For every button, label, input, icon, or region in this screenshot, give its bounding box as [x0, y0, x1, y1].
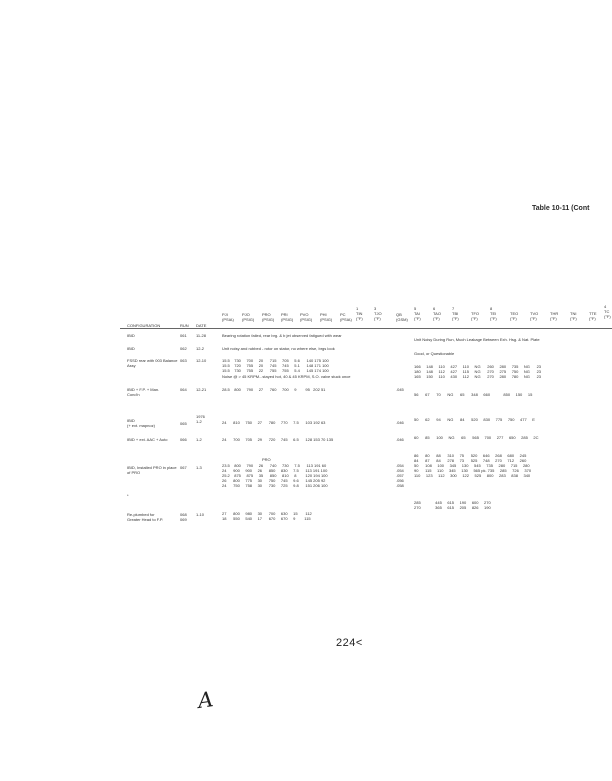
row-067-right-values: 86 80 88 310 75 520 646 268 680 245 84 87 84 278 73 525 748 270 712 260 50 108 100 345 130 545 735 280 715 280 90 115 110 345 130 565 pk. 735 285 726 370 110 123 112 300 122 525 800 283 838 340: [414, 453, 532, 478]
col-header-pri: PRI (PSIG): [281, 312, 294, 322]
row-067-qb: .054 .054 .057 .056 .058: [396, 463, 404, 488]
row-063-aside: Unit Noisy During Run, Much Leakage Between Exh. Hsg. & Nat. Plate: [414, 337, 540, 342]
row-065-qb: .046: [396, 420, 404, 425]
col-header-tfo: TFO (°F): [471, 311, 479, 321]
row-063-values: 15.5 730 700 20 715 705 5.6 140 175 100 15.5 720 755 20 745 745 5.1 148 171 100 15.5 730 755 22 755 755 5.4 145 174 100: [222, 358, 329, 373]
col-header-tai: 5 TAI (°F): [414, 306, 421, 321]
star-mark: *: [127, 493, 129, 498]
col-header-tei: 8 TEI (°F): [490, 306, 497, 321]
row-061-date: 11-28: [196, 333, 206, 338]
col-header-tao: 6 TAO (°F): [433, 306, 441, 321]
col-header-date: DATE: [196, 323, 207, 328]
row-067-config: IBID, Installed PRO in place of PRO: [127, 465, 177, 475]
header-rule: [120, 328, 612, 329]
row-065-config: IBID (+ ext. mapnoz): [127, 418, 155, 428]
col-header-run: RUN: [180, 323, 189, 328]
col-header-tbi: 7 TBI (°F): [452, 306, 459, 321]
row-063-aside2: Good, or Questionable: [414, 351, 455, 356]
col-header-pro: PRO (PSIG): [262, 312, 275, 322]
row-066-right-values: 60 85 100 NG 65 565 700 277 650 285 2C: [414, 435, 539, 440]
col-header-tc: 4 TC (°F): [604, 304, 611, 319]
table-title: Table 10-11 (Cont: [532, 205, 590, 212]
col-header-tjo: 3 TJO (°F): [374, 306, 382, 321]
col-header-configuration: CONFIGURATION: [127, 323, 161, 328]
row-067-values: 23.5 800 790 26 740 730 7.5 113 191 60 24 900 900 26 850 830 7.5 113 191 100 25.2 875 875 35 850 810 8 120 194 100 26 800 775 30 750 745 9.6 145 205 92 24 750 758 30 730 725 9.8 151 206 100: [222, 463, 328, 488]
row-066-values: 24 700 705 29 720 745 6.5 128 153 70 135: [222, 437, 334, 442]
col-header-pc: PC (PSIA): [340, 312, 352, 322]
row-061-note: Bearing rotation failed, rear brg. & b jet observed fatigued with wear: [222, 333, 342, 338]
row-063-date: 12-10: [196, 358, 207, 363]
handwritten-mark: A: [196, 687, 215, 713]
col-header-tin: 1 TIN (°F): [356, 306, 363, 321]
row-064-qb: .045: [396, 387, 404, 392]
row-067-run: 067: [180, 465, 187, 470]
row-062-date: 12-2: [196, 346, 205, 351]
row-065-date: 1976 1-2: [196, 414, 205, 424]
row-064-config: IBID + F.P. + Man. Cond'n: [127, 387, 160, 397]
row-068-config: Re-plumbed for Greater Head to F.P.: [127, 512, 164, 522]
row-066-date: 1-2: [196, 437, 202, 442]
row-064-date: 12-21: [196, 387, 207, 392]
row-068-date: 1-10: [196, 512, 205, 517]
row-068-run: 068 069: [180, 512, 187, 522]
col-header-tte: TTE (°F): [589, 311, 597, 321]
row-064-right-values: 56 67 70 NG 65 348 660 850 150 15: [414, 392, 533, 397]
row-063-right-values: 166 148 110 427 110 NG 260 280 735 NG 23 180 148 112 427 115 NG 270 275 750 NG 23 165 150 110 430 112 NG 270 280 780 NG 23: [414, 364, 542, 379]
col-header-tvo: TVO (°F): [530, 311, 539, 321]
row-066-qb: .046: [396, 437, 404, 442]
row-063-run: 063: [180, 358, 187, 363]
row-068-values: 27 800 980 30 700 630 15 112 18 550 540 17 670 670 9 115: [222, 511, 312, 521]
col-header-pjo: PJO (PSIG): [242, 312, 255, 322]
row-063-note: Noise @ > 45 KRPM...stayed hot, 40 & 45 KRPM, S.O. valve stuck once: [222, 374, 351, 379]
col-header-qb: QB (GSM): [396, 312, 408, 322]
col-header-pvo: PVO (PSIG): [300, 312, 313, 322]
row-062-run: 062: [180, 346, 187, 351]
row-064-run: 064: [180, 387, 187, 392]
row-065-run: 065: [180, 421, 187, 426]
row-066-run: 066: [180, 437, 187, 442]
row-067-pro-label: PRO: [262, 457, 271, 462]
col-header-teo: TEO (°F): [510, 311, 519, 321]
col-header-phi: PHI (PSIG): [320, 312, 333, 322]
row-065-right-values: 50 62 94 NG 84 520 830 775 750 477 E: [414, 417, 535, 422]
row-063-config: FSSD rear with 003 Balance Assy: [127, 358, 178, 368]
row-066-config: IBID + ext. AAC + Auto: [127, 437, 168, 442]
col-header-thr: THR (°F): [550, 311, 559, 321]
row-061-run: 061: [180, 333, 187, 338]
col-header-tni: TNI (°F): [570, 311, 577, 321]
row-062-config: IBID: [127, 346, 135, 351]
row-064-values: 28.5 800 790 27 760 700 9 95 202 51: [222, 387, 326, 392]
page-number: 224<: [336, 637, 363, 649]
col-header-pji: PJI (PSIA): [222, 312, 234, 322]
row-067-right-values-2: 285 445 615 190 600 270 270 365 615 205 826 190: [414, 500, 491, 510]
row-065-values: 24 810 750 27 780 770 7.5 103 192 63: [222, 420, 326, 425]
row-062-note: Unit noisy and rubbed - rotor on stator, no where else, brgs look: [222, 346, 335, 351]
row-067-date: 1-3: [196, 465, 202, 470]
row-061-config: IBID: [127, 333, 135, 338]
